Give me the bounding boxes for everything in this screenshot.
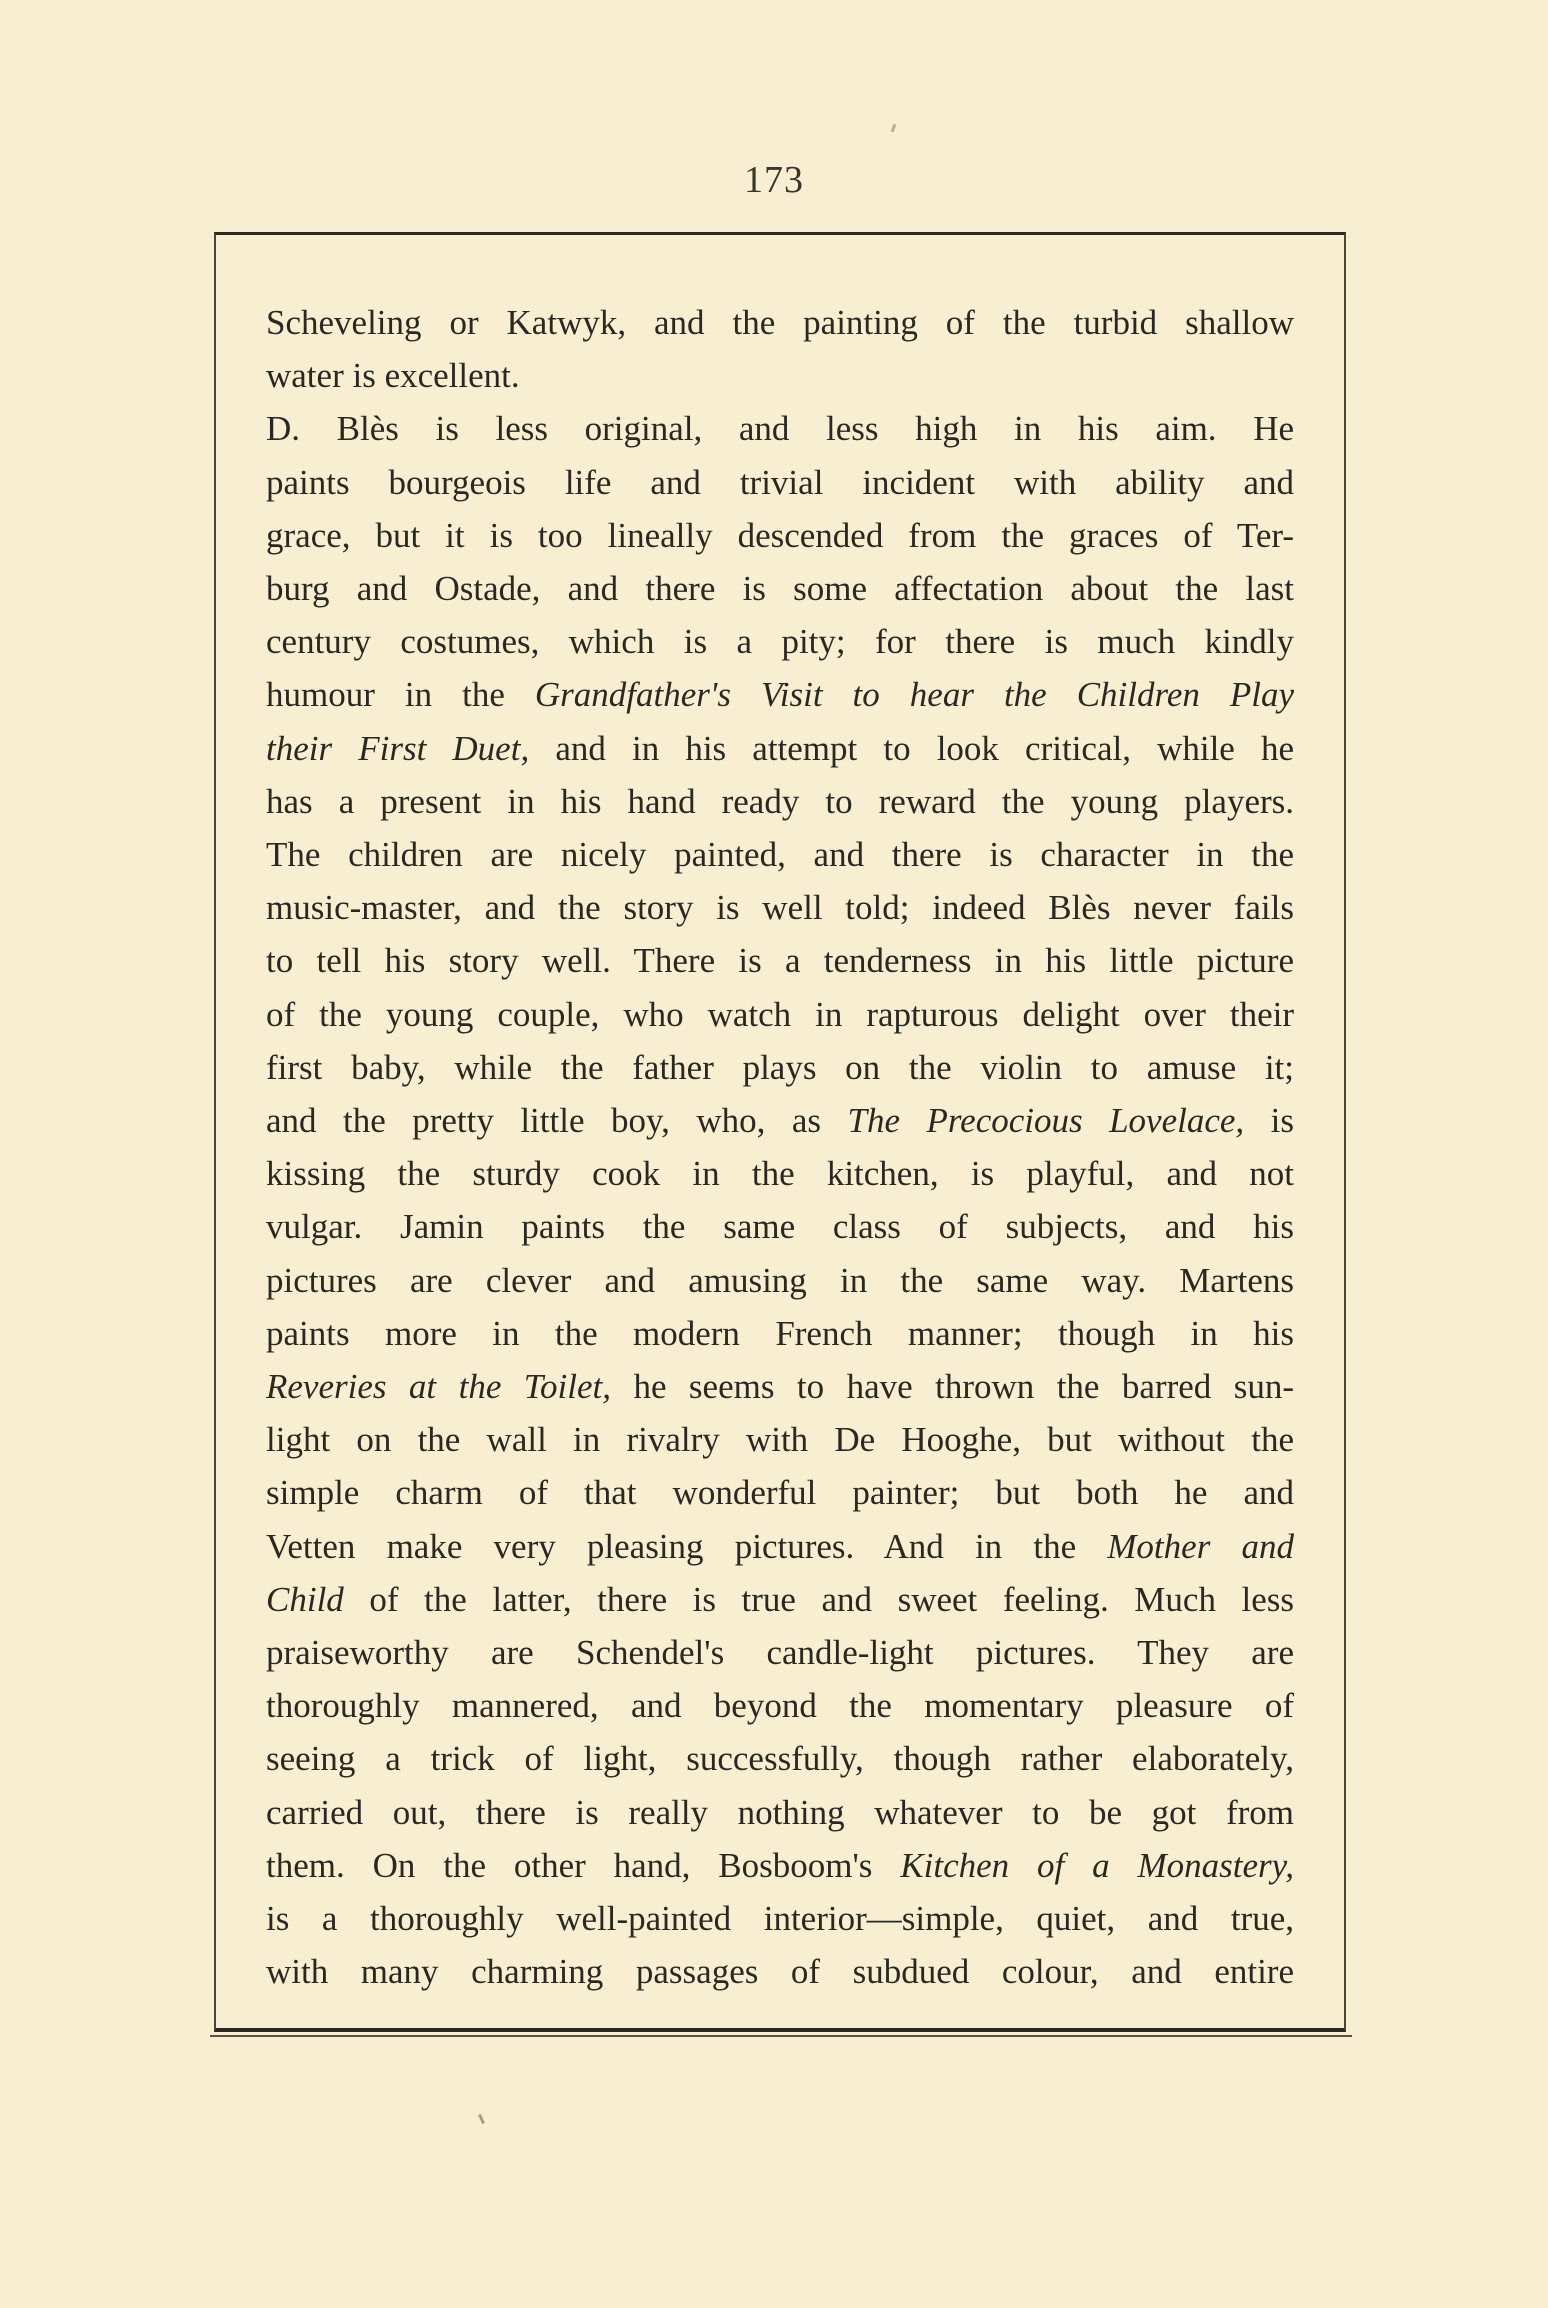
text-line: Reveries at the Toilet, he seems to have thrown the barred sun-: [266, 1367, 1294, 1407]
text-line: water is excellent.: [266, 356, 520, 396]
text-line: vulgar. Jamin paints the same class of subjects, and his: [266, 1207, 1294, 1247]
artwork-title: their First Duet,: [266, 728, 530, 768]
text-line: light on the wall in rivalry with De Hooghe, but without the: [266, 1420, 1294, 1460]
artwork-title: Reveries at the Toilet,: [266, 1367, 612, 1407]
artwork-title: Kitchen of a Monastery,: [900, 1845, 1294, 1885]
text-line: The children are nicely painted, and there is character in the: [266, 835, 1294, 875]
text-line: kissing the sturdy cook in the kitchen, is playful, and not: [266, 1154, 1294, 1194]
text-line: has a present in his hand ready to reward the young players.: [266, 781, 1294, 821]
artwork-title: Mother and: [1107, 1526, 1294, 1566]
text-line: Scheveling or Katwyk, and the painting of the turbid shallow: [266, 303, 1294, 342]
text-line: seeing a trick of light, successfully, though rather elaborately,: [266, 1739, 1294, 1779]
text-line: them. On the other hand, Bosboom's Kitchen of a Monastery,: [266, 1845, 1294, 1885]
text-line: thoroughly mannered, and beyond the momentary pleasure of: [266, 1686, 1294, 1726]
scan-mark: [891, 124, 897, 133]
text-line: humour in the Grandfather's Visit to hear the Children Play: [266, 675, 1294, 715]
text-line: first baby, while the father plays on the violin to amuse it;: [266, 1047, 1294, 1087]
artwork-title: The Precocious Lovelace,: [847, 1101, 1245, 1141]
artwork-title: Child: [266, 1579, 344, 1619]
text-line: simple charm of that wonderful painter; but both he and: [266, 1473, 1294, 1513]
text-line: Child of the latter, there is true and sweet feeling. Much less: [266, 1579, 1294, 1619]
text-line: praiseworthy are Schendel's candle-light pictures. They are: [266, 1633, 1294, 1673]
page-number: 173: [744, 159, 804, 201]
body-text: [266, 296, 1294, 1999]
text-line: their First Duet, and in his attempt to look critical, while he: [266, 728, 1294, 768]
text-line: is a thoroughly well-painted interior—simple, quiet, and true,: [266, 1899, 1294, 1939]
artwork-title: Grandfather's Visit to hear the Children Play: [534, 675, 1294, 715]
text-line: of the young couple, who watch in rapturous delight over their: [266, 994, 1294, 1034]
text-line: paints more in the modern French manner; though in his: [266, 1313, 1294, 1353]
text-line: paints bourgeois life and trivial incident with ability and: [266, 462, 1294, 502]
text-line: with many charming passages of subdued colour, and entire: [266, 1952, 1294, 1992]
text-line: D. Blès is less original, and less high in his aim. He: [266, 409, 1294, 449]
text-line: burg and Ostade, and there is some affectation about the last: [266, 569, 1294, 609]
text-line: carried out, there is really nothing whatever to be got from: [266, 1792, 1294, 1832]
text-line: music-master, and the story is well told; indeed Blès never fails: [266, 888, 1294, 928]
scan-mark: [478, 2114, 485, 2124]
text-line: century costumes, which is a pity; for there is much kindly: [266, 622, 1294, 662]
text-line: grace, but it is too lineally descended from the graces of Ter-: [266, 515, 1294, 555]
text-line: Vetten make very pleasing pictures. And in the Mother and: [266, 1526, 1294, 1566]
text-line: to tell his story well. There is a tenderness in his little picture: [266, 941, 1294, 981]
text-line: and the pretty little boy, who, as The Precocious Lovelace, is: [266, 1101, 1294, 1141]
text-line: pictures are clever and amusing in the same way. Martens: [266, 1260, 1294, 1300]
